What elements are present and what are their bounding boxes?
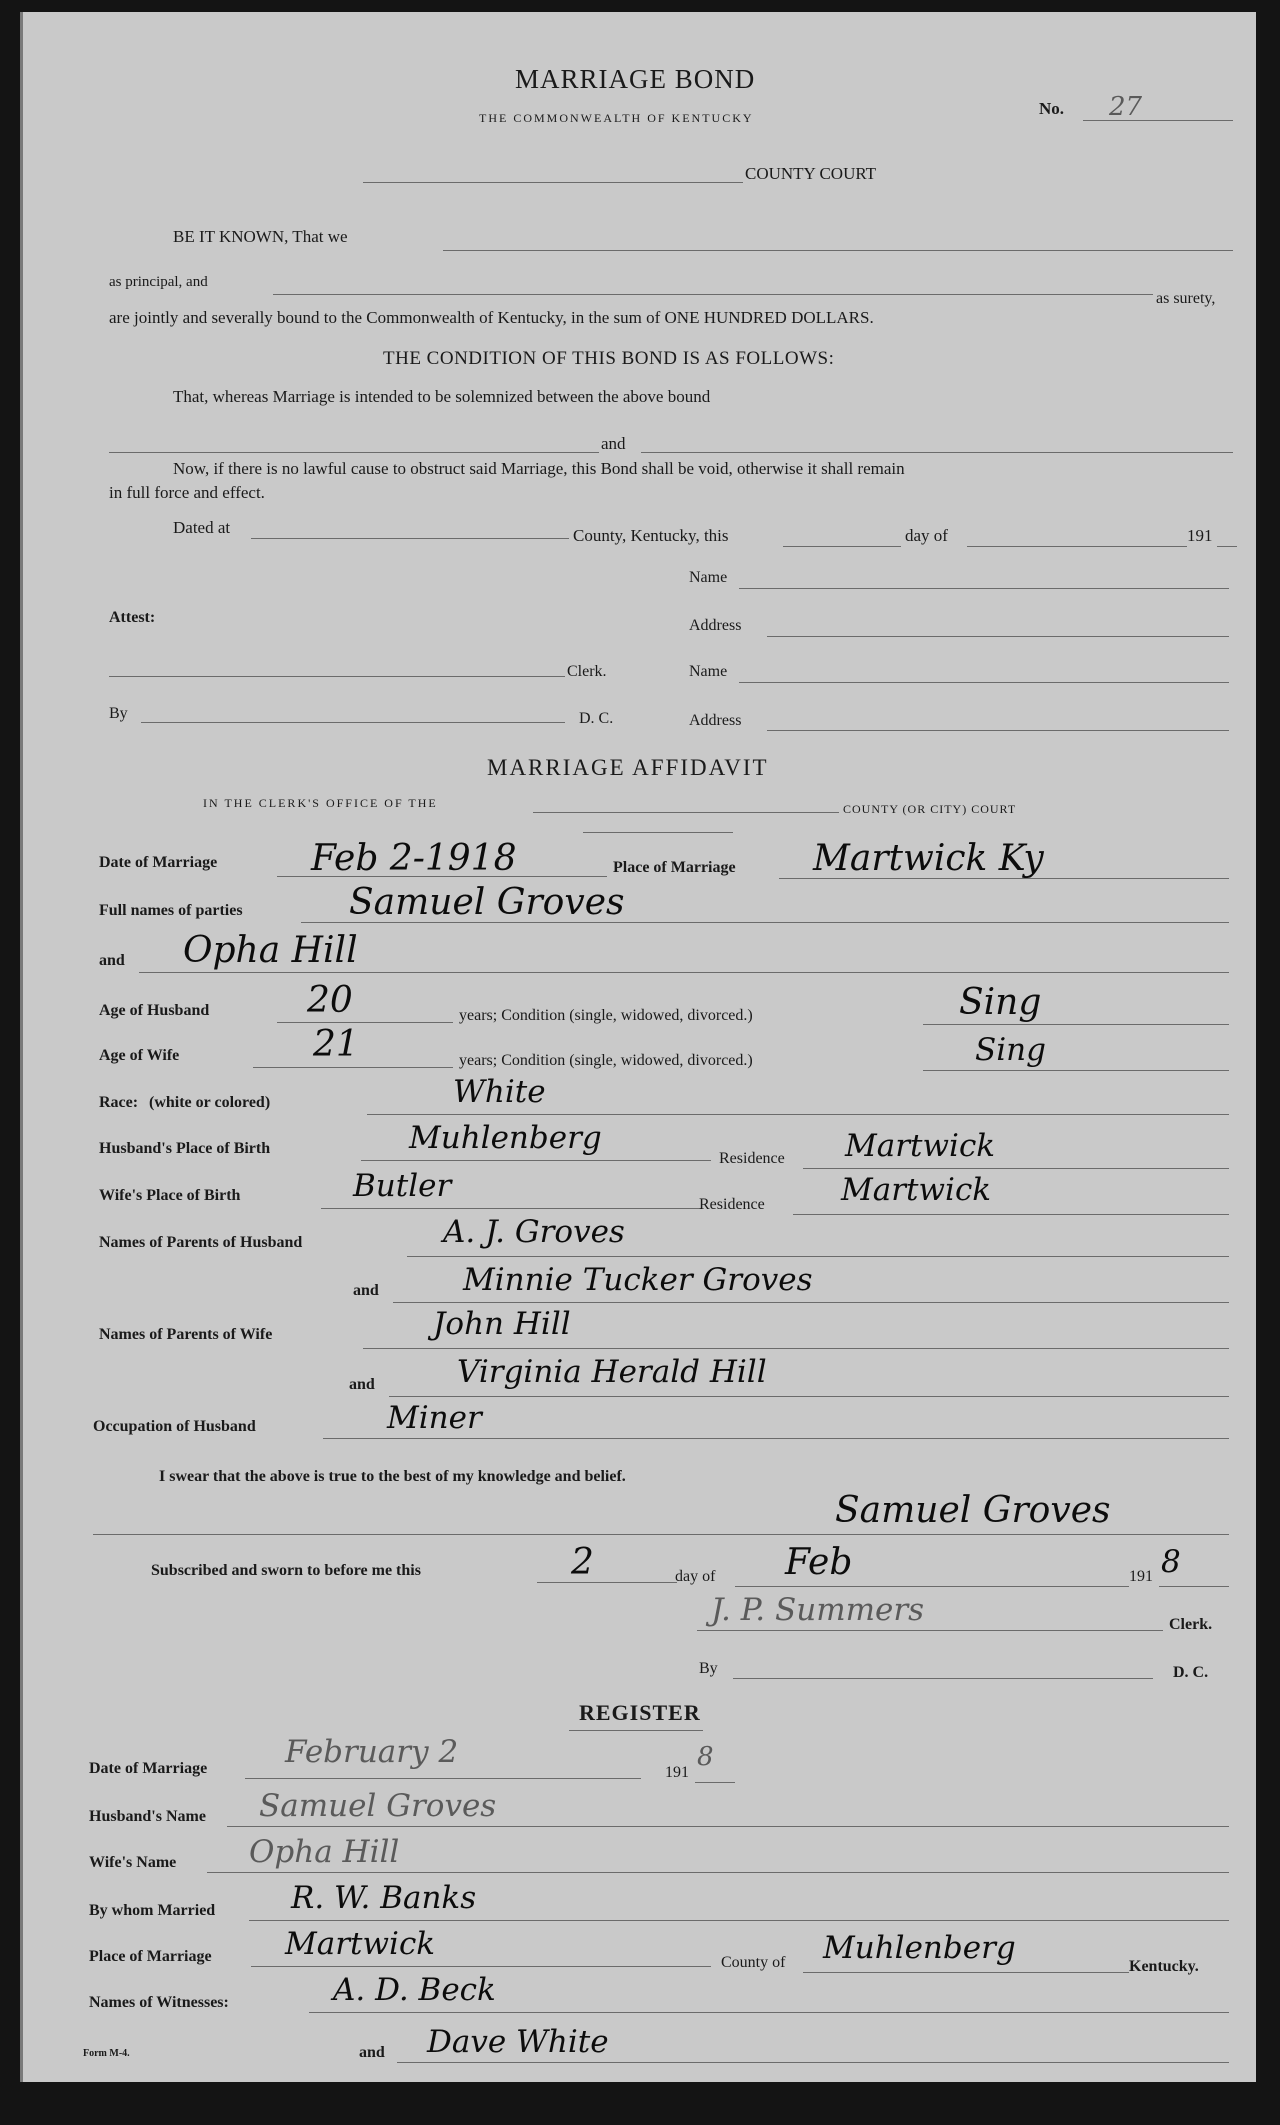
- register-wife-label: Wife's Name: [89, 1854, 177, 1871]
- attest-label: Attest:: [109, 609, 156, 626]
- clerk-signature-line: [697, 1630, 1163, 1631]
- register-wife-value: Opha Hill: [249, 1834, 400, 1870]
- as-principal-text: as principal, and: [109, 274, 208, 290]
- surety2-name-label: Name: [689, 663, 728, 680]
- bond-number-line: [1083, 120, 1233, 121]
- surety-line: [273, 294, 1153, 295]
- sworn-day-line: [537, 1582, 677, 1583]
- as-surety-text: as surety,: [1156, 290, 1216, 307]
- clerk-signature: J. P. Summers: [711, 1592, 925, 1628]
- register-by-whom-label: By whom Married: [89, 1902, 216, 1919]
- race-line: [367, 1114, 1229, 1115]
- register-place-label: Place of Marriage: [89, 1948, 212, 1965]
- husband-residence-value: Martwick: [845, 1128, 996, 1164]
- register-date-line: [245, 1778, 641, 1779]
- wife-residence-value: Martwick: [841, 1172, 992, 1208]
- register-husband-line: [227, 1826, 1229, 1827]
- affidavit-rule: [583, 832, 733, 833]
- father-wife-value: John Hill: [433, 1306, 571, 1342]
- now-if-line2: in full force and effect.: [109, 483, 265, 502]
- principal-names-line: [443, 250, 1233, 251]
- bond-and-text: and: [601, 434, 626, 453]
- marriage-document: [20, 12, 1256, 2082]
- bond-year-prefix: 191: [1187, 526, 1213, 545]
- bond-month-line: [967, 546, 1187, 547]
- register-county-value: Muhlenberg: [823, 1930, 1016, 1966]
- swear-text: I swear that the above is true to the best of my knowledge and belief.: [159, 1468, 626, 1485]
- years-condition-husband: years; Condition (single, widowed, divorced.): [459, 1007, 753, 1024]
- condition-heading: THE CONDITION OF THIS BOND IS AS FOLLOWS:: [383, 348, 835, 369]
- party2-line: [139, 972, 1229, 973]
- bond-day-line: [783, 546, 901, 547]
- age-wife-value: 21: [313, 1024, 359, 1065]
- race-label: Race:: [99, 1094, 139, 1111]
- bond-number-value: 27: [1109, 92, 1143, 122]
- race-hint: (white or colored): [149, 1094, 271, 1111]
- surety2-address-line: [767, 730, 1229, 731]
- register-date-value: February 2: [285, 1734, 459, 1770]
- register-county-line: [803, 1972, 1129, 1973]
- race-value: White: [453, 1074, 546, 1110]
- attest-dc-line: [141, 722, 565, 723]
- mother-husband-value: Minnie Tucker Groves: [463, 1262, 813, 1298]
- register-place-line: [251, 1966, 711, 1967]
- affidavit-dc-text: D. C.: [1173, 1664, 1209, 1681]
- place-of-marriage-value: Martwick Ky: [813, 838, 1044, 879]
- affiant-signature: Samuel Groves: [835, 1490, 1111, 1531]
- bond-day-of-text: day of: [905, 526, 948, 545]
- witness2-value: Dave White: [427, 2024, 609, 2060]
- cond-husband-value: Sing: [959, 982, 1042, 1023]
- register-year-prefix: 191: [665, 1764, 689, 1781]
- husband-birth-line: [361, 1160, 711, 1161]
- be-it-known-text: BE IT KNOWN, That we: [173, 227, 348, 246]
- register-by-whom-value: R. W. Banks: [291, 1880, 477, 1916]
- register-wife-line: [207, 1872, 1229, 1873]
- occupation-label: Occupation of Husband: [93, 1418, 256, 1435]
- party-two-line: [641, 452, 1233, 453]
- husband-residence-label: Residence: [719, 1150, 785, 1167]
- now-if-line1: Now, if there is no lawful cause to obstruct said Marriage, this Bond shall be void, otherwise it shall remain: [173, 459, 905, 478]
- sworn-year-prefix: 191: [1129, 1568, 1153, 1585]
- affidavit-dc-line: [733, 1678, 1153, 1679]
- jointly-bound-text: are jointly and severally bound to the Commonwealth of Kentucky, in the sum of ONE HUNDRED DOLLARS.: [109, 308, 874, 327]
- affidavit-title: MARRIAGE AFFIDAVIT: [487, 755, 769, 780]
- witness1-line: [309, 2012, 1229, 2013]
- party1-name: Samuel Groves: [349, 882, 625, 923]
- sworn-month-line: [735, 1586, 1129, 1587]
- signature-line: [93, 1534, 1229, 1535]
- county-city-court-text: COUNTY (OR CITY) COURT: [843, 802, 1017, 816]
- occupation-line: [323, 1438, 1229, 1439]
- register-year-line: [695, 1782, 735, 1783]
- attest-clerk-text: Clerk.: [567, 663, 607, 680]
- witness2-line: [397, 2062, 1229, 2063]
- father-husband-line: [407, 1256, 1229, 1257]
- sworn-year-line: [1159, 1586, 1229, 1587]
- mother-husband-and: and: [353, 1282, 379, 1299]
- bond-subtitle: THE COMMONWEALTH OF KENTUCKY: [479, 111, 754, 125]
- husband-birth-value: Muhlenberg: [409, 1120, 602, 1156]
- register-rule: [569, 1730, 703, 1731]
- age-husband-value: 20: [307, 980, 353, 1021]
- age-husband-label: Age of Husband: [99, 1002, 210, 1019]
- dated-at-line: [251, 538, 569, 539]
- county-ky-this-text: County, Kentucky, this: [573, 526, 729, 545]
- register-county-of-label: County of: [721, 1954, 786, 1971]
- witness1-value: A. D. Beck: [333, 1972, 496, 2008]
- subscribed-text: Subscribed and sworn to before me this: [151, 1562, 421, 1579]
- parents-husband-label: Names of Parents of Husband: [99, 1234, 303, 1251]
- surety1-name-label: Name: [689, 569, 728, 586]
- attest-dc-text: D. C.: [579, 710, 614, 727]
- witness2-and: and: [359, 2044, 385, 2061]
- mother-wife-value: Virginia Herald Hill: [457, 1354, 767, 1390]
- whereas-text: That, whereas Marriage is intended to be solemnized between the above bound: [173, 387, 711, 406]
- form-number: Form M-4.: [83, 2048, 130, 2059]
- age-wife-line: [253, 1067, 453, 1068]
- mother-husband-line: [393, 1302, 1229, 1303]
- father-husband-value: A. J. Groves: [443, 1214, 625, 1250]
- attest-by-text: By: [109, 705, 128, 722]
- sworn-month-value: Feb: [785, 1542, 853, 1583]
- cond-wife-value: Sing: [975, 1032, 1046, 1068]
- sworn-day-value: 2: [571, 1542, 594, 1583]
- party2-name: Opha Hill: [183, 930, 358, 971]
- date-of-marriage-label: Date of Marriage: [99, 854, 218, 871]
- place-of-marriage-label: Place of Marriage: [613, 859, 736, 876]
- surety2-address-label: Address: [689, 712, 742, 729]
- surety1-address-line: [767, 636, 1229, 637]
- husband-residence-line: [803, 1168, 1229, 1169]
- wife-residence-line: [793, 1214, 1229, 1215]
- occupation-value: Miner: [387, 1400, 482, 1436]
- mother-wife-line: [389, 1396, 1229, 1397]
- bond-year-line: [1217, 546, 1237, 547]
- clerks-office-text: IN THE CLERK'S OFFICE OF THE: [203, 796, 438, 810]
- wife-birth-value: Butler: [353, 1168, 452, 1204]
- wife-birth-label: Wife's Place of Birth: [99, 1187, 241, 1204]
- county-court-line: [363, 182, 743, 183]
- register-year-suffix: 8: [697, 1742, 714, 1772]
- husband-birth-label: Husband's Place of Birth: [99, 1140, 271, 1157]
- affidavit-by-text: By: [699, 1660, 718, 1677]
- years-condition-wife: years; Condition (single, widowed, divorced.): [459, 1052, 753, 1069]
- register-date-label: Date of Marriage: [89, 1760, 208, 1777]
- register-witnesses-label: Names of Witnesses:: [89, 1994, 229, 2011]
- party-and-label: and: [99, 952, 125, 969]
- cond-husband-line: [923, 1024, 1229, 1025]
- wife-birth-line: [321, 1208, 701, 1209]
- age-husband-line: [277, 1022, 453, 1023]
- mother-wife-and: and: [349, 1376, 375, 1393]
- affidavit-clerk-text: Clerk.: [1169, 1616, 1213, 1633]
- cond-wife-line: [923, 1070, 1229, 1071]
- bond-number-label: No.: [1039, 99, 1065, 118]
- sworn-year-suffix: 8: [1161, 1544, 1181, 1580]
- county-court-label: COUNTY COURT: [745, 164, 877, 183]
- register-husband-label: Husband's Name: [89, 1808, 206, 1825]
- bond-title: MARRIAGE BOND: [515, 64, 756, 94]
- register-by-whom-line: [249, 1920, 1229, 1921]
- sworn-day-of-text: day of: [675, 1568, 716, 1585]
- register-title: REGISTER: [579, 1700, 701, 1725]
- surety1-address-label: Address: [689, 617, 742, 634]
- parents-wife-label: Names of Parents of Wife: [99, 1326, 273, 1343]
- surety1-name-line: [739, 588, 1229, 589]
- clerks-office-county-line: [533, 812, 839, 813]
- register-kentucky-label: Kentucky.: [1129, 1958, 1199, 1975]
- date-of-marriage-value: Feb 2-1918: [311, 838, 517, 879]
- attest-clerk-line: [109, 676, 565, 677]
- register-place-value: Martwick: [285, 1926, 436, 1962]
- party-one-line: [109, 452, 599, 453]
- full-names-label: Full names of parties: [99, 902, 243, 919]
- surety2-name-line: [739, 682, 1229, 683]
- dated-at-text: Dated at: [173, 518, 231, 537]
- register-husband-value: Samuel Groves: [259, 1788, 497, 1824]
- age-wife-label: Age of Wife: [99, 1047, 180, 1064]
- father-wife-line: [363, 1348, 1229, 1349]
- wife-residence-label: Residence: [699, 1196, 765, 1213]
